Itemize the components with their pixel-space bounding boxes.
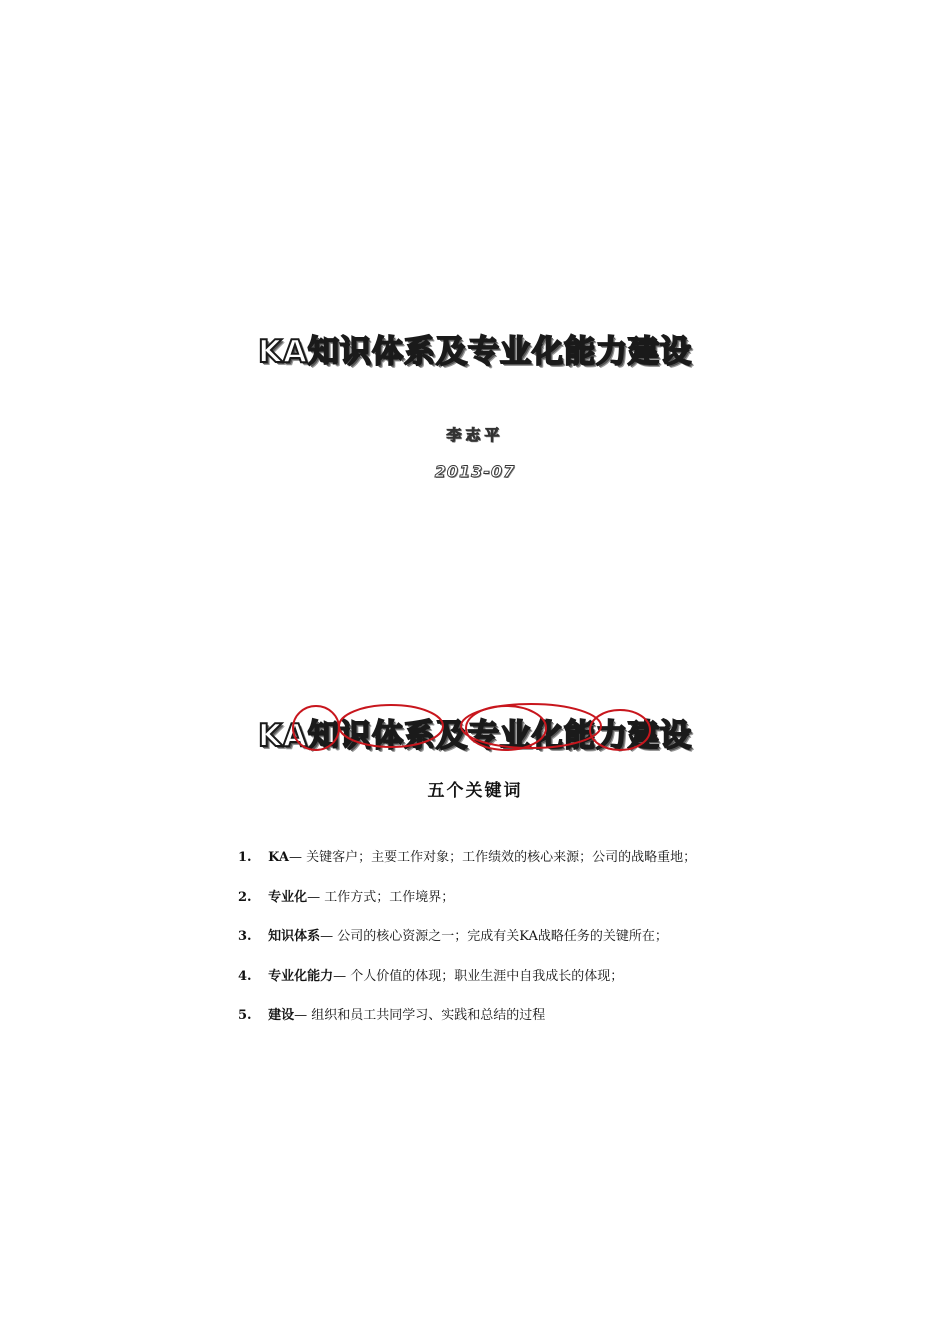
item-description: — 组织和员工共同学习、实践和总结的过程 — [294, 1008, 546, 1023]
item-number: 2. — [238, 889, 252, 905]
item-description: — 公司的核心资源之一；完成有关KA战略任务的关键所在； — [320, 929, 668, 944]
keywords-heading: 五个关键词 — [427, 781, 523, 801]
publish-date: 2013-07 — [434, 462, 516, 481]
item-number: 4. — [238, 968, 252, 984]
author-name: 李志平 — [446, 426, 504, 444]
list-item — [238, 1006, 838, 1046]
section-title: KA知识体系及专业化能力建设 — [257, 718, 692, 754]
item-description: — 关键客户；主要工作对象；工作绩效的核心来源；公司的战略重地； — [289, 850, 697, 865]
item-description: — 工作方式；工作境界； — [307, 889, 455, 905]
item-number: 5. — [238, 1008, 252, 1023]
item-term: 建设 — [268, 1008, 295, 1023]
item-number: 1. — [238, 850, 252, 865]
item-term: 专业化 — [268, 889, 308, 905]
cover-title: KA知识体系及专业化能力建设 — [257, 334, 692, 370]
list-item — [238, 967, 838, 1007]
item-term: 知识体系 — [268, 929, 321, 944]
item-number: 3. — [238, 929, 252, 944]
item-term: 专业化能力 — [268, 968, 334, 984]
item-term: KA — [268, 850, 289, 865]
item-description: — 个人价值的体现；职业生涯中自我成长的体现； — [333, 968, 624, 984]
list-item — [238, 888, 838, 928]
list-item — [238, 927, 838, 967]
keyword-list — [238, 848, 838, 1046]
list-item — [238, 848, 838, 888]
